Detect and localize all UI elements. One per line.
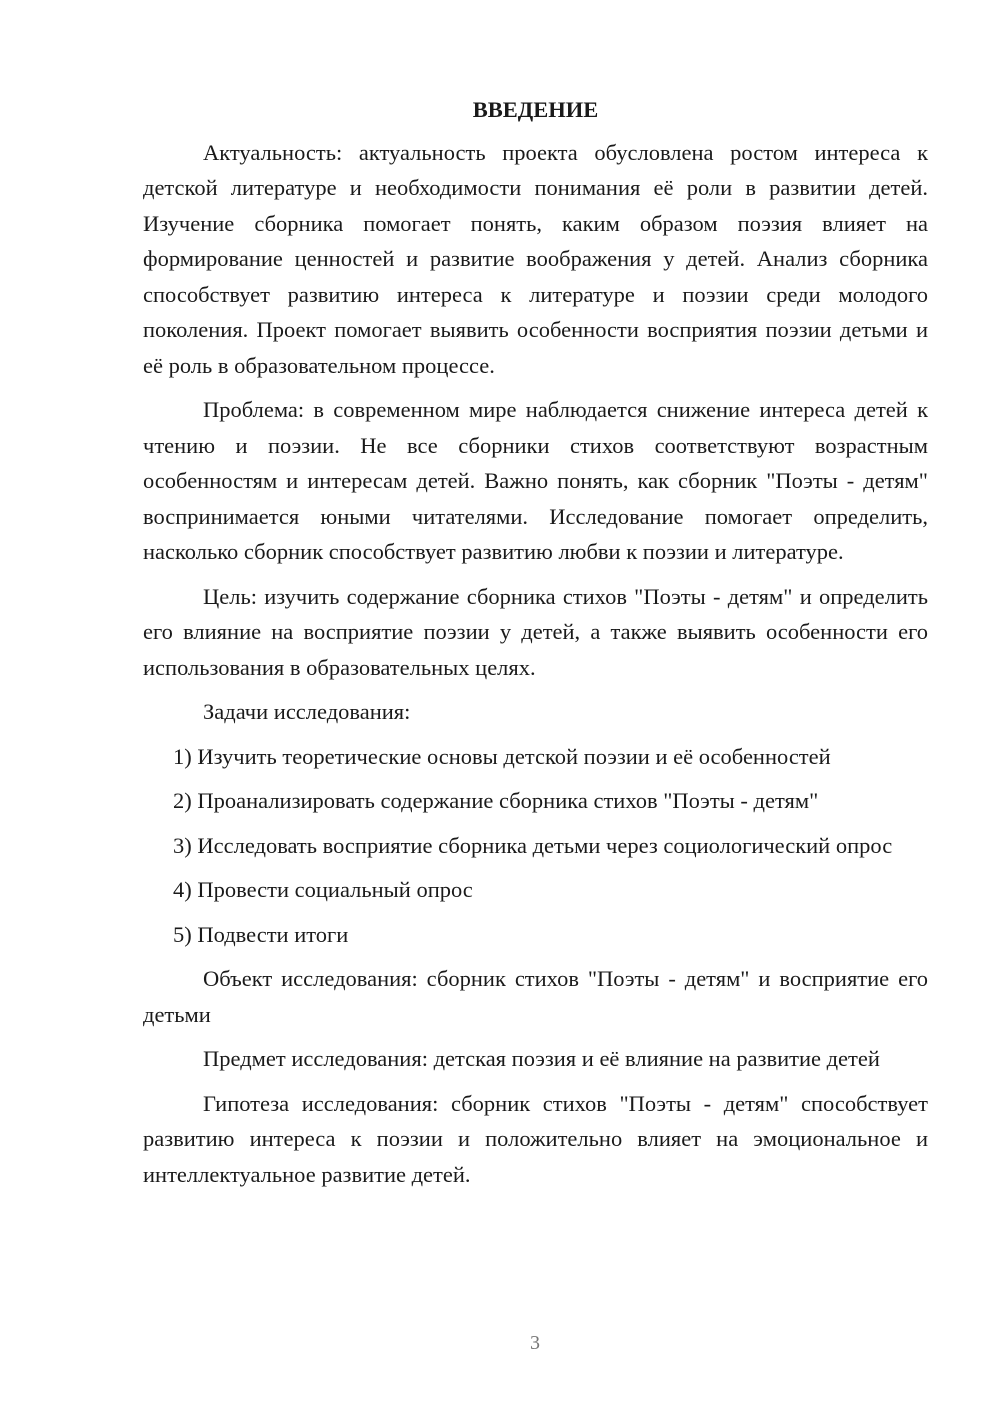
page-number: 3 bbox=[530, 1332, 540, 1354]
task-item-1: 1) Изучить теоретические основы детской поэзии и её особенностей bbox=[173, 743, 831, 769]
hypothesis-paragraph: Гипотеза исследования: сборник стихов "Поэты - детям" способствует развитию интереса к поэзии и положительно влияет на эмоциональное и интеллектуальное развитие детей. bbox=[143, 1090, 928, 1187]
task-item-3: 3) Исследовать восприятие сборника детьми через социологический опрос bbox=[173, 832, 893, 858]
task-item-5: 5) Подвести итоги bbox=[173, 921, 349, 947]
problem-paragraph: Проблема: в современном мире наблюдается снижение интереса детей к чтению и поэзии. Не все сборники стихов соответствуют возрастным особенностям и интересам детей. Важно понять, как сборник "Поэты - детям" воспринимается юными читателями. Исследование помогает определить, насколько сборник способствует развитию любви к поэзии и литературе. bbox=[143, 397, 928, 564]
goal-paragraph: Цель: изучить содержание сборника стихов "Поэты - детям" и определить его влияние на восприятие поэзии у детей, а также выявить особенности его использования в образовательных целях. bbox=[143, 583, 928, 680]
tasks-heading: Задачи исследования: bbox=[203, 699, 411, 724]
page-title: ВВЕДЕНИЕ bbox=[472, 97, 599, 122]
relevance-paragraph: Актуальность: актуальность проекта обусловлена ростом интереса к детской литературе и необходимости понимания её роли в развитии детей. Изучение сборника помогает понять, каким образом поэзия влияет на формирование ценностей и развитие воображения у детей. Анализ сборника способствует развитию интереса к литературе и поэзии среди молодого поколения. Проект помогает выявить особенности восприятия поэзии детьми и её роль в образовательном процессе. bbox=[143, 139, 928, 378]
task-item-2: 2) Проанализировать содержание сборника стихов "Поэты - детям" bbox=[173, 788, 819, 813]
research-subject-paragraph: Предмет исследования: детская поэзия и её влияние на развитие детей bbox=[203, 1046, 880, 1071]
research-object-paragraph: Объект исследования: сборник стихов "Поэты - детям" и восприятие его детьми bbox=[143, 966, 928, 1027]
document-page bbox=[143, 92, 928, 1201]
task-item-4: 4) Провести социальный опрос bbox=[173, 877, 473, 902]
